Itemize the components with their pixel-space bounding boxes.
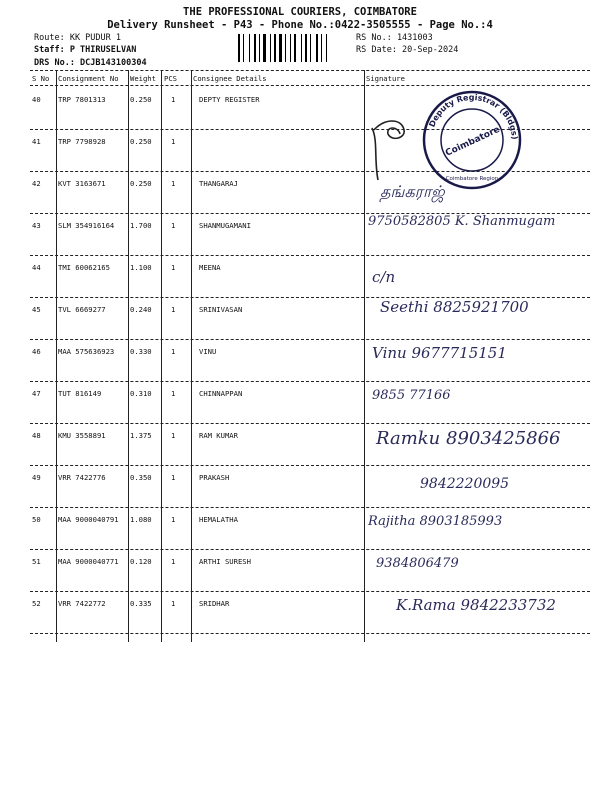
row-consignment: VRR 7422776 — [58, 473, 106, 482]
row-sno: 50 — [32, 515, 41, 524]
row-weight: 0.310 — [130, 389, 152, 398]
svg-text:Deputy Registrar (Bldgs): Deputy Registrar (Bldgs) — [427, 92, 520, 140]
row-sno: 52 — [32, 599, 41, 608]
row-consignment: TRP 7801313 — [58, 95, 106, 104]
drs-label: DRS No.: DCJB143100304 — [34, 58, 147, 68]
row-sno: 44 — [32, 263, 41, 272]
row-weight: 1.080 — [130, 515, 152, 524]
table-row — [30, 550, 590, 592]
row-pcs: 1 — [171, 431, 176, 440]
row-consignee: SRINIVASAN — [199, 305, 243, 314]
row-consignee: MEENA — [199, 263, 221, 272]
row-consignment: MAA 575636923 — [58, 347, 115, 356]
row-sno: 40 — [32, 95, 41, 104]
row-pcs: 1 — [171, 137, 176, 146]
row-consignment: TVL 6669277 — [58, 305, 106, 314]
row-sno: 43 — [32, 221, 41, 230]
col-signature: Signature — [366, 74, 405, 83]
handwritten-signature: Rajitha 8903185993 — [368, 514, 503, 529]
handwritten-signature: 9842220095 — [420, 476, 510, 492]
row-weight: 0.250 — [130, 179, 152, 188]
svg-text:Coimbatore Region: Coimbatore Region — [445, 176, 499, 182]
row-pcs: 1 — [171, 473, 176, 482]
row-sno: 49 — [32, 473, 41, 482]
row-pcs: 1 — [171, 557, 176, 566]
rs-date-label: RS Date: 20-Sep-2024 — [356, 45, 459, 55]
handwritten-signature: 9855 77166 — [372, 388, 451, 403]
row-pcs: 1 — [171, 221, 176, 230]
handwritten-signature: c/n — [372, 268, 396, 286]
row-weight: 0.350 — [130, 473, 152, 482]
col-pcs: PCS — [164, 74, 177, 83]
row-pcs: 1 — [171, 95, 176, 104]
table-header — [30, 72, 590, 84]
row-consignee: RAM KUMAR — [199, 431, 238, 440]
row-sno: 51 — [32, 557, 41, 566]
handwritten-signature: தங்கராஜ் — [380, 182, 445, 201]
row-weight: 1.100 — [130, 263, 152, 272]
row-consignee: PRAKASH — [199, 473, 230, 482]
rs-no-label: RS No.: 1431003 — [356, 33, 433, 43]
row-sno: 45 — [32, 305, 41, 314]
row-consignment: VRR 7422772 — [58, 599, 106, 608]
row-consignment: TRP 7798928 — [58, 137, 106, 146]
handwritten-signature: Vinu 9677715151 — [372, 344, 507, 362]
table-row — [30, 256, 590, 298]
col-consignee: Consignee Details — [193, 74, 267, 83]
route-label: Route: KK PUDUR 1 — [34, 33, 121, 43]
row-weight: 0.120 — [130, 557, 152, 566]
svg-text:Coimbatore: Coimbatore — [444, 124, 502, 159]
handwritten-signature: Seethi 8825921700 — [380, 298, 529, 316]
row-consignment: MAA 9000040791 — [58, 515, 119, 524]
row-weight: 0.335 — [130, 599, 152, 608]
row-sno: 46 — [32, 347, 41, 356]
row-weight: 0.330 — [130, 347, 152, 356]
row-pcs: 1 — [171, 515, 176, 524]
handwritten-signature: K.Rama 9842233732 — [396, 596, 556, 614]
row-consignment: SLM 354916164 — [58, 221, 115, 230]
row-pcs: 1 — [171, 389, 176, 398]
runsheet-subtitle: Delivery Runsheet - P43 - Phone No.:0422-3505555 - Page No.:4 — [107, 19, 493, 31]
company-title: THE PROFESSIONAL COURIERS, COIMBATORE — [183, 6, 417, 18]
row-consignee: HEMALATHA — [199, 515, 238, 524]
row-pcs: 1 — [171, 305, 176, 314]
row-sno: 41 — [32, 137, 41, 146]
row-pcs: 1 — [171, 347, 176, 356]
row-consignee: SHANMUGAMANI — [199, 221, 251, 230]
row-consignee: SRIDHAR — [199, 599, 230, 608]
row-pcs: 1 — [171, 599, 176, 608]
row-consignee: THANGARAJ — [199, 179, 238, 188]
row-weight: 1.375 — [130, 431, 152, 440]
barcode — [238, 34, 350, 62]
handwritten-signature: Ramku 8903425866 — [376, 428, 561, 449]
table-row — [30, 382, 590, 424]
handwritten-signature: 9750582805 K. Shanmugam — [368, 214, 556, 229]
table-row — [30, 508, 590, 550]
official-stamp — [420, 88, 524, 192]
row-pcs: 1 — [171, 263, 176, 272]
col-sno: S No — [32, 74, 50, 83]
row-consignment: MAA 9000040771 — [58, 557, 119, 566]
row-consignment: TMI 60062165 — [58, 263, 110, 272]
row-consignee: DEPTY REGISTER — [199, 95, 260, 104]
col-weight: Weight — [130, 74, 156, 83]
row-weight: 0.240 — [130, 305, 152, 314]
row-weight: 1.700 — [130, 221, 152, 230]
staff-label: Staff: P THIRUSELVAN — [34, 45, 137, 55]
signature-scribble — [364, 100, 424, 190]
row-consignment: TUT 816149 — [58, 389, 102, 398]
col-consignment: Consignment No — [58, 74, 119, 83]
row-pcs: 1 — [171, 179, 176, 188]
row-consignee: CHINNAPPAN — [199, 389, 243, 398]
row-sno: 47 — [32, 389, 41, 398]
row-sno: 48 — [32, 431, 41, 440]
handwritten-signature: 9384806479 — [376, 556, 459, 571]
row-sno: 42 — [32, 179, 41, 188]
row-consignee: ARTHI SURESH — [199, 557, 251, 566]
row-consignment: KVT 3163671 — [58, 179, 106, 188]
row-consignee: VINU — [199, 347, 217, 356]
row-weight: 0.250 — [130, 95, 152, 104]
row-consignment: KMU 3558891 — [58, 431, 106, 440]
row-weight: 0.250 — [130, 137, 152, 146]
